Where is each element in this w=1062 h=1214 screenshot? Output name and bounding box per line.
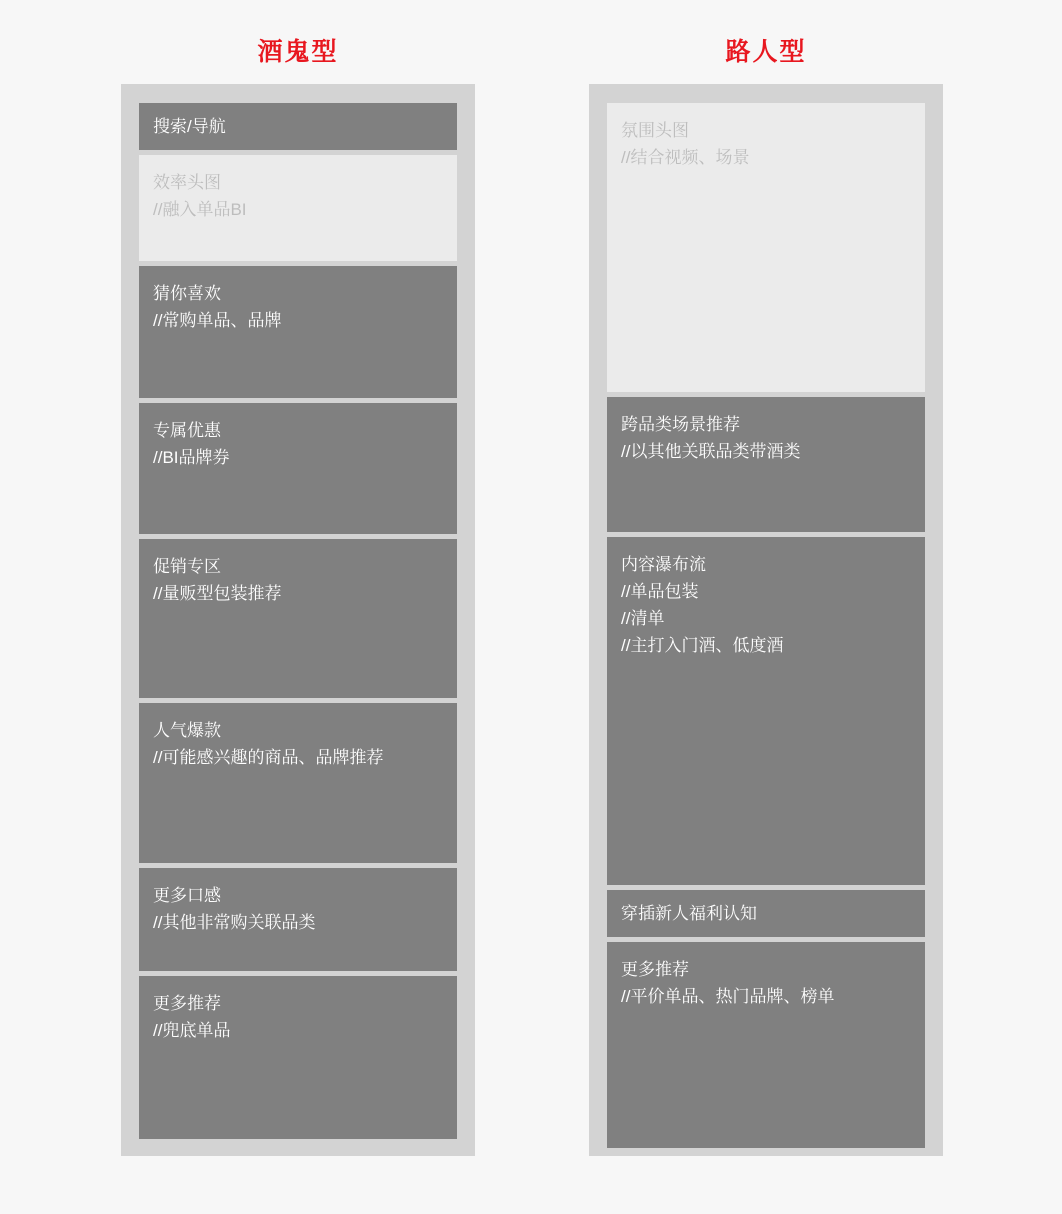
- block-line: 促销专区: [153, 557, 221, 576]
- block-line: 更多推荐: [621, 960, 689, 979]
- block-line: 跨品类场景推荐: [621, 415, 740, 434]
- block-guess-you-like: [139, 266, 457, 398]
- column-left: [121, 40, 475, 1156]
- block-line: //单品包装: [621, 582, 699, 601]
- block-line: //平价单品、热门品牌、榜单: [621, 987, 835, 1006]
- block-line: 内容瀑布流: [621, 555, 706, 574]
- column-title-right: 路人型: [725, 38, 807, 66]
- block-line: 更多推荐: [153, 994, 221, 1013]
- block-line: //常购单品、品牌: [153, 311, 282, 330]
- block-line: 穿插新人福利认知: [621, 904, 757, 923]
- wireframe-frame-right: [589, 84, 943, 1156]
- block-more-tastes: [139, 868, 457, 971]
- block-line: //以其他关联品类带酒类: [621, 442, 801, 461]
- block-popular-items: [139, 703, 457, 863]
- block-line: 氛围头图: [621, 121, 689, 140]
- block-content-waterfall: [607, 537, 925, 885]
- block-line: 更多口感: [153, 886, 221, 905]
- block-line: //兜底单品: [153, 1021, 231, 1040]
- block-line: //清单: [621, 609, 665, 628]
- block-exclusive-offers: [139, 403, 457, 534]
- block-line: 人气爆款: [153, 721, 221, 740]
- block-more-recommendations: [139, 976, 457, 1139]
- column-title-left: 酒鬼型: [257, 38, 339, 66]
- block-line: //量贩型包装推荐: [153, 584, 282, 603]
- block-line: 效率头图: [153, 173, 221, 192]
- column-right: [589, 40, 943, 1156]
- block-more-recommendations: [607, 942, 925, 1148]
- block-search-nav: [139, 103, 457, 150]
- block-cross-category-scene: [607, 397, 925, 532]
- block-atmosphere-banner: [607, 103, 925, 392]
- block-newcomer-benefits: [607, 890, 925, 937]
- block-line: 专属优惠: [153, 421, 221, 440]
- block-line: //结合视频、场景: [621, 148, 750, 167]
- block-efficiency-banner: [139, 155, 457, 261]
- block-line: 猜你喜欢: [153, 284, 221, 303]
- block-line: //BI品牌券: [153, 448, 230, 467]
- block-line: //其他非常购关联品类: [153, 913, 316, 932]
- block-line: //主打入门酒、低度酒: [621, 636, 784, 655]
- block-line: //融入单品BI: [153, 200, 247, 219]
- wireframe-frame-left: [121, 84, 475, 1156]
- block-line: //可能感兴趣的商品、品牌推荐: [153, 748, 384, 767]
- block-line: 搜索/导航: [153, 117, 226, 136]
- block-promotion-zone: [139, 539, 457, 698]
